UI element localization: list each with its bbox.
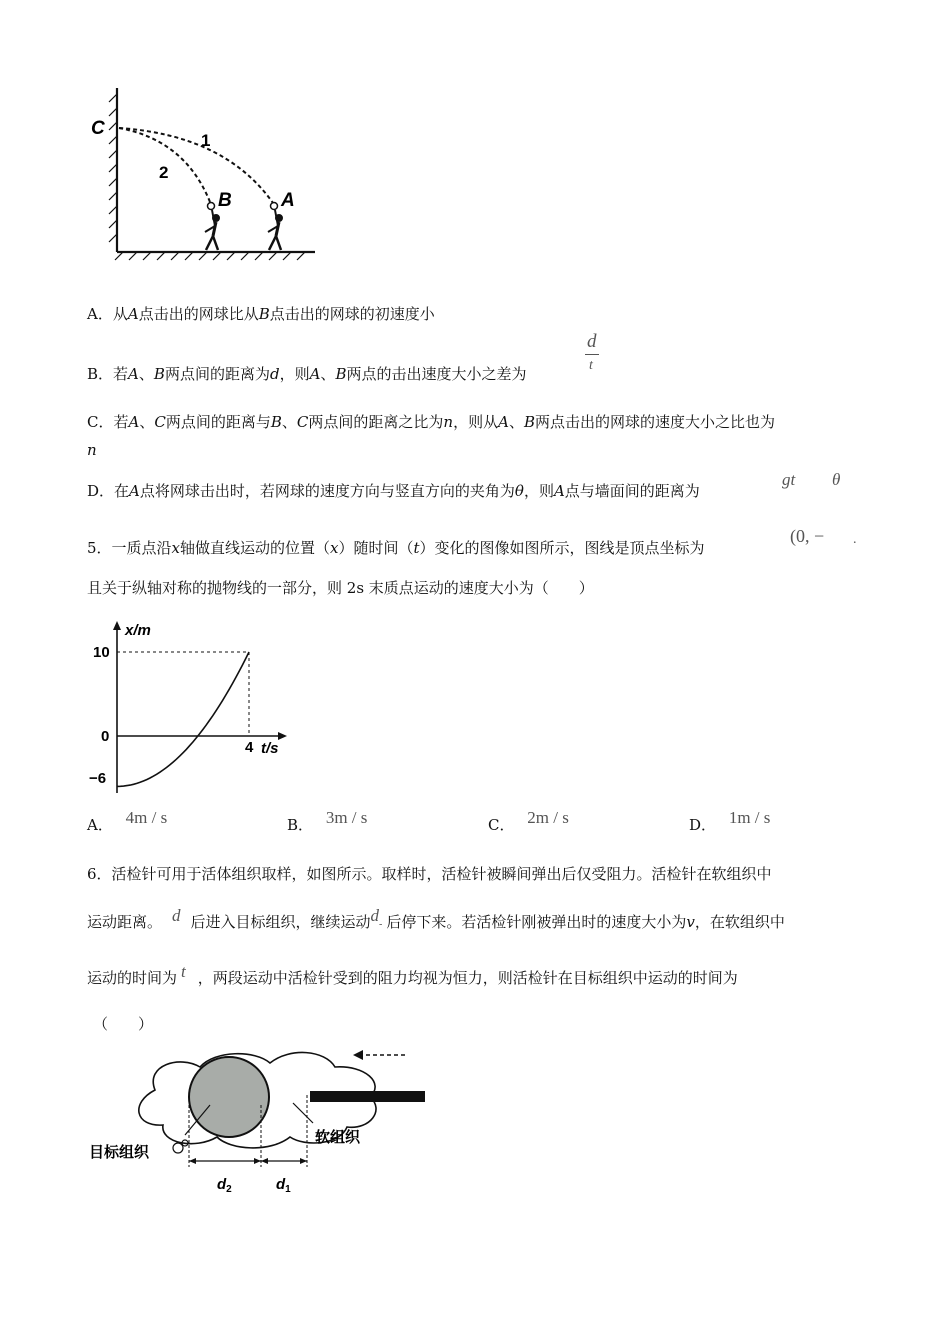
dim-arrowhead-icon bbox=[300, 1158, 307, 1164]
dim-arrowhead-icon bbox=[261, 1158, 268, 1164]
ground-hatch bbox=[115, 252, 305, 260]
loop-mark bbox=[173, 1143, 183, 1153]
dim-arrowhead-icon bbox=[189, 1158, 196, 1164]
q6-stem-line3: 运动的时间为 t ，两段运动中活检针受到的阻力均视为恒力，则活检针在目标组织中运动的时间为 bbox=[87, 962, 738, 987]
fraction-numerator: d bbox=[587, 331, 597, 352]
label-2: 2 bbox=[159, 163, 169, 182]
q5-stem-line2: 且关于纵轴对称的抛物线的一部分，则 2s 末质点运动的速度大小为（ ） bbox=[87, 579, 594, 597]
label-1: 1 bbox=[201, 131, 211, 150]
q5-option-d[interactable]: D． 1m / s bbox=[689, 808, 771, 834]
math-gt: gt bbox=[782, 470, 796, 489]
wall-hatch bbox=[109, 94, 117, 242]
q4-option-b[interactable]: B．若A、B两点间的距离为d，则A、B两点的击出速度大小之差为 bbox=[87, 365, 527, 383]
y-tick-label-0: 0 bbox=[101, 728, 110, 745]
q5-vertex-math: (0, − bbox=[790, 526, 825, 546]
trajectory-1 bbox=[119, 128, 273, 203]
ball-a bbox=[271, 203, 278, 210]
y-axis-label: x/m bbox=[125, 622, 151, 639]
label-soft-tissue: 软组织 bbox=[315, 1129, 361, 1146]
x-axis-arrowhead-icon bbox=[278, 732, 287, 740]
label-c: C bbox=[91, 118, 105, 139]
player-a-icon bbox=[268, 210, 283, 250]
x-axis-label: t/s bbox=[261, 740, 279, 757]
label-b: B bbox=[218, 190, 232, 211]
q4-option-c-tail: n bbox=[87, 441, 97, 459]
q6-answer-bracket: （ ） bbox=[93, 1015, 154, 1033]
series-line-x-t bbox=[117, 652, 249, 786]
q4-option-a[interactable]: A．从A点击出的网球比从B点击出的网球的初速度小 bbox=[87, 305, 435, 323]
option-letter: A． bbox=[87, 305, 113, 323]
q5-stem-line1: 5．一质点沿x轴做直线运动的位置（x）随时间（t）变化的图像如图所示，图线是顶点坐标为 bbox=[87, 539, 705, 557]
figure-tennis-trajectory bbox=[85, 80, 325, 270]
target-tissue-sphere bbox=[189, 1057, 269, 1137]
label-a: A bbox=[281, 190, 295, 211]
figure-biopsy-needle bbox=[85, 1035, 430, 1195]
q5-option-a[interactable]: A． 4m / s bbox=[87, 808, 168, 834]
fraction-denominator: t bbox=[589, 358, 593, 373]
player-b-icon bbox=[205, 210, 220, 250]
ball-b bbox=[208, 203, 215, 210]
label-d1: $d_1$ bbox=[276, 1176, 291, 1195]
q6-stem-line1: 6．活检针可用于活体组织取样，如图所示。取样时，活检针被瞬间弹出后仅受阻力。活检针在软组织中 bbox=[87, 865, 772, 883]
label-target-tissue: 目标组织 bbox=[89, 1144, 150, 1161]
math-theta: θ bbox=[832, 470, 841, 489]
fraction-bar bbox=[585, 354, 599, 355]
q5-chart bbox=[85, 615, 300, 800]
dim-arrowhead-icon bbox=[254, 1158, 261, 1164]
y-tick-label-10: 10 bbox=[93, 644, 110, 661]
q5-option-b[interactable]: B． 3m / s bbox=[287, 808, 368, 834]
q4-option-d[interactable]: D．在A点将网球击出时，若网球的速度方向与竖直方向的夹角为θ，则A点与墙面间的距离为 bbox=[87, 482, 700, 500]
q5-option-c[interactable]: C． 2m / s bbox=[488, 808, 569, 834]
y-tick-label-neg6: −6 bbox=[89, 770, 107, 787]
direction-arrowhead-icon bbox=[353, 1050, 363, 1060]
needle bbox=[310, 1091, 425, 1102]
q6-stem-line2: 运动距离。 d 后进入目标组织，继续运动d- 后停下来。若活检针刚被弹出时的速度大小为v，在软组织中 bbox=[87, 906, 785, 931]
q5-math-dot: . bbox=[853, 532, 857, 547]
y-axis-arrowhead-icon bbox=[113, 621, 121, 630]
label-d2: $d_2$ bbox=[217, 1176, 232, 1195]
q4-option-c[interactable]: C．若A、C两点间的距离与B、C两点间的距离之比为n，则从A、B两点击出的网球的速度大小之比也为 bbox=[87, 413, 775, 431]
x-tick-label-4: 4 bbox=[245, 739, 254, 756]
